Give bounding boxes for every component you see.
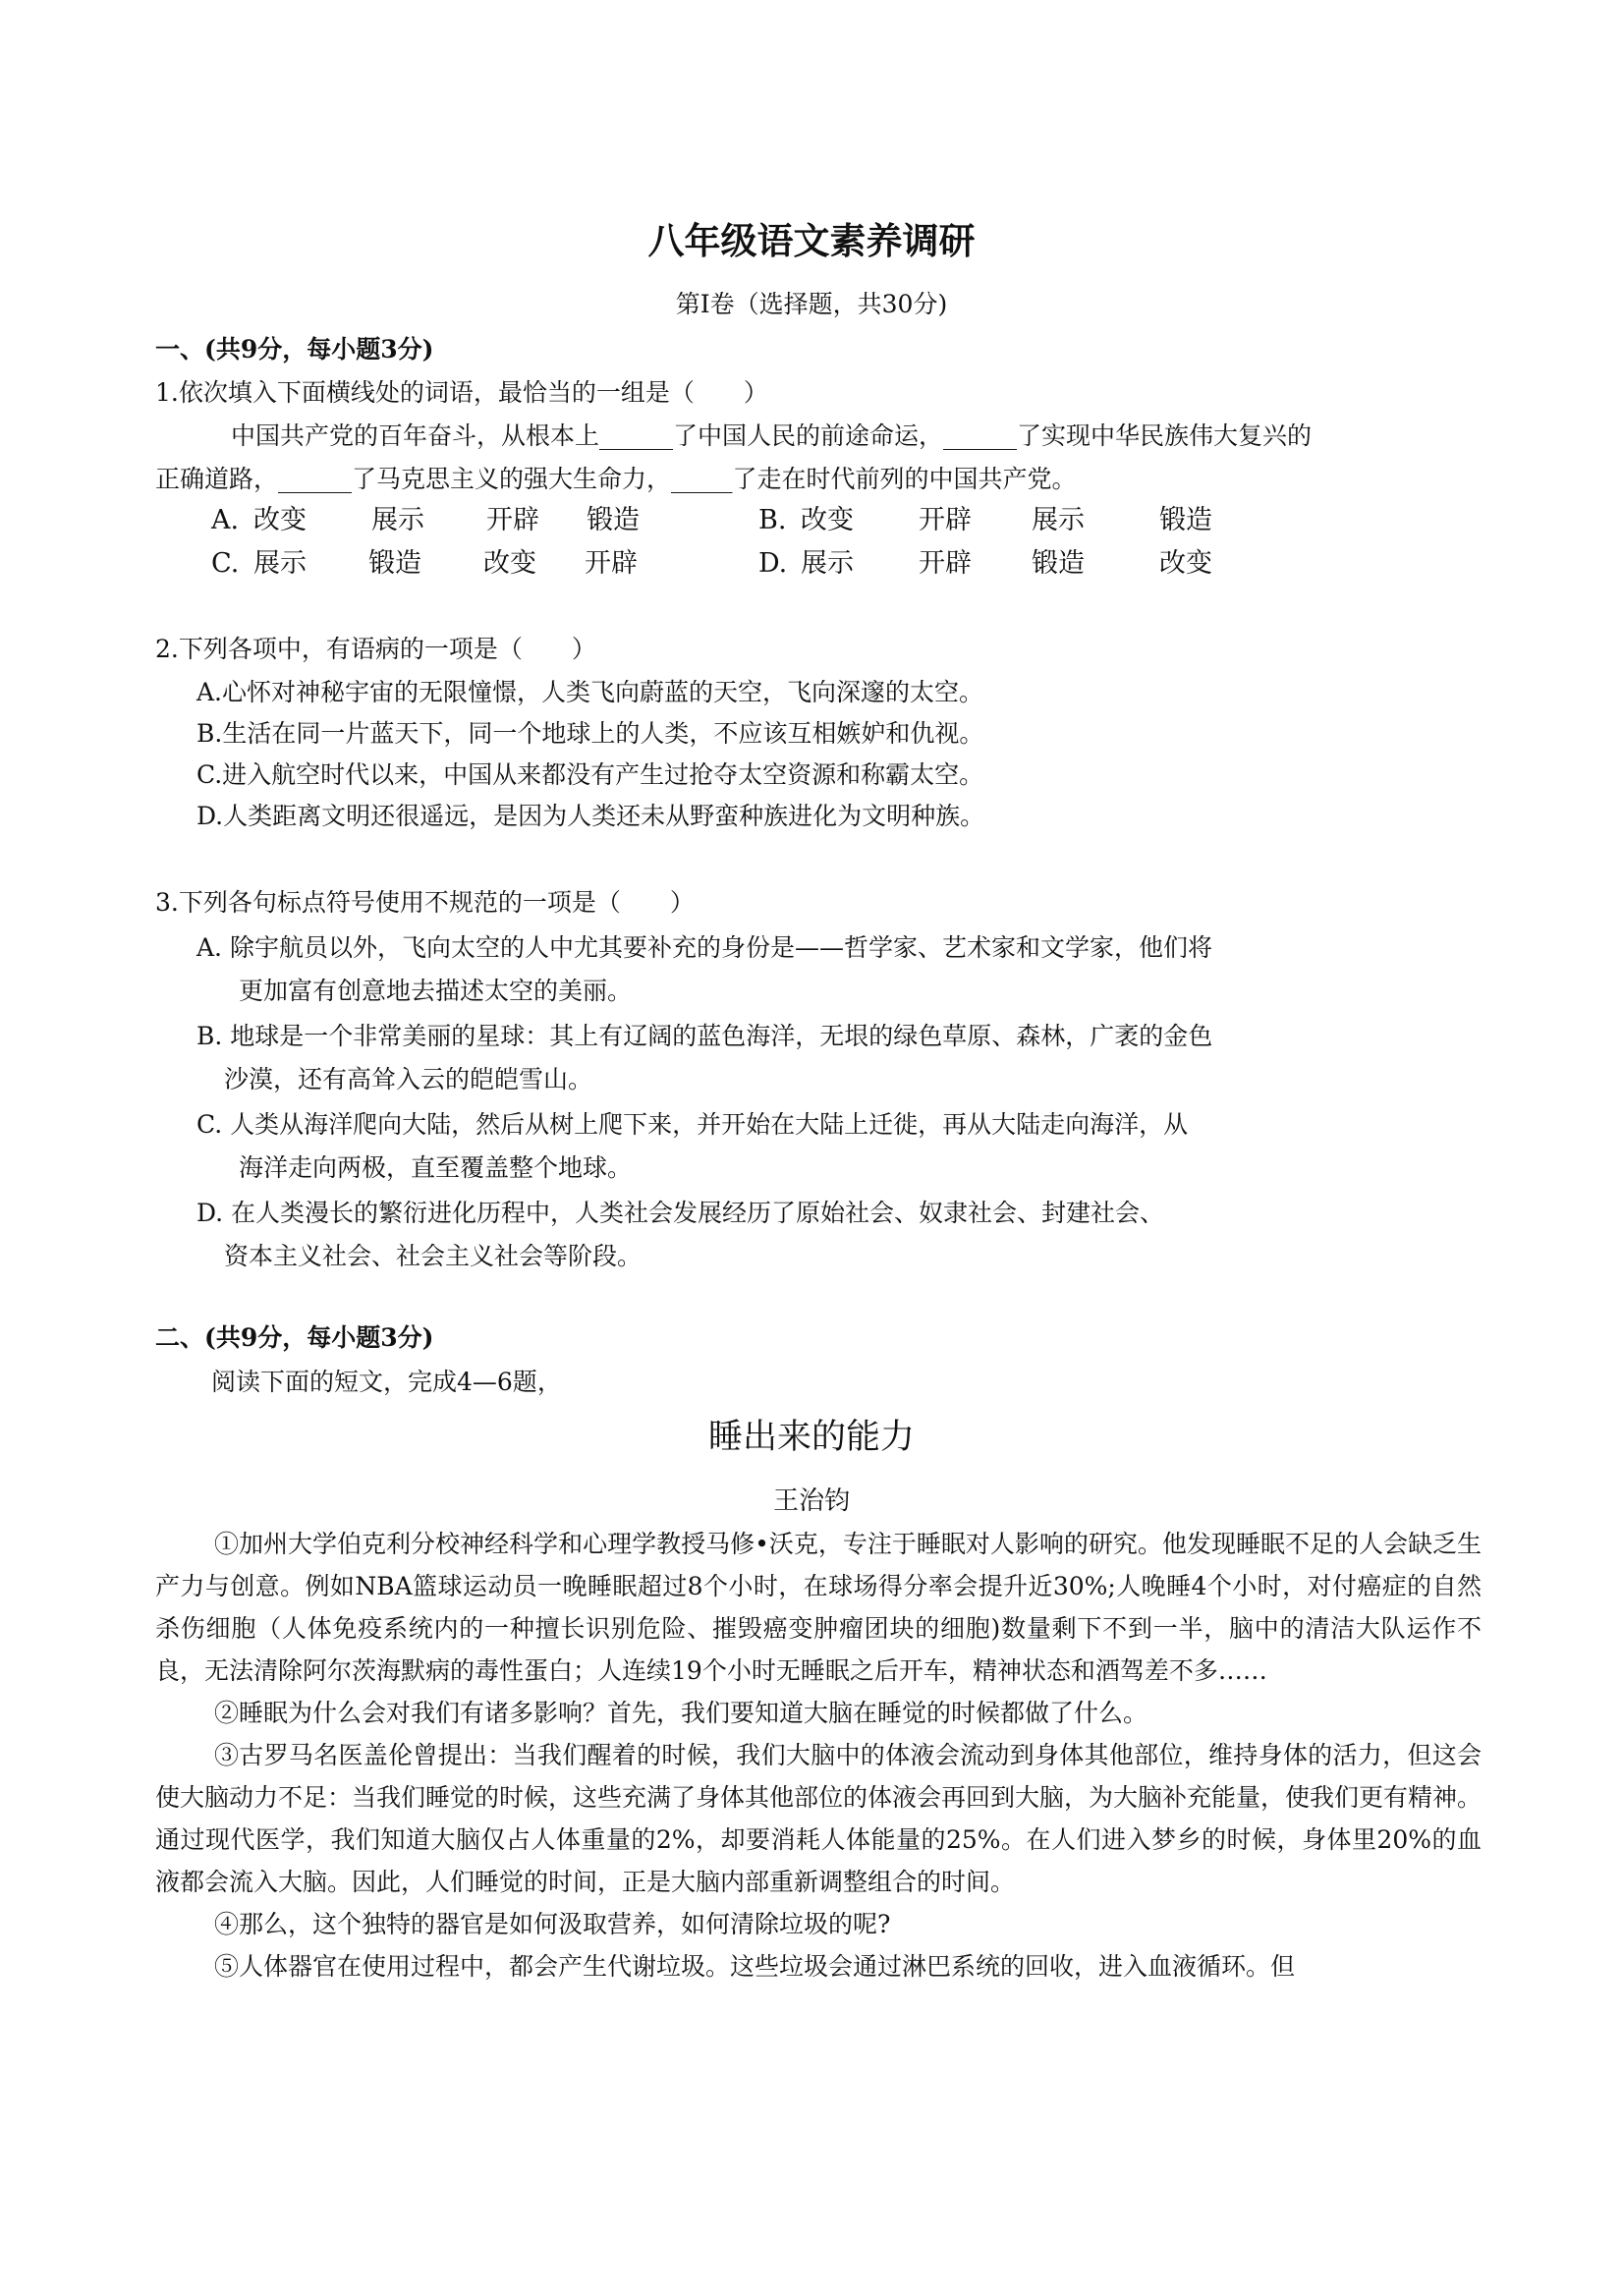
article-paragraph-4: ④那么，这个独特的器官是如何汲取营养，如何清除垃圾的呢? [214,1910,891,1938]
q2-option-a[interactable]: A.心怀对神秘宇宙的无限憧憬，人类飞向蔚蓝的天空，飞向深邃的太空。 [196,678,984,706]
q3-option-b-line2: 沙漠，还有高耸入云的皑皑雪山。 [224,1065,593,1093]
section2-heading: 二、(共9分，每小题3分) [155,1323,434,1352]
q1-option-d-word2: 开辟 [919,548,972,579]
q3-stem: 3.下列各句标点符号使用不规范的一项是（ ） [155,888,695,917]
q3-option-d-line1: D. 在人类漫长的繁衍进化历程中，人类社会发展经历了原始社会、奴隶社会、封建社会、 [196,1199,1165,1227]
q2-stem: 2.下列各项中，有语病的一项是（ ） [155,635,596,663]
q1-passage-line2: 正确道路，______了马克思主义的强大生命力，_____了走在时代前列的中国共产党。 [155,465,1077,493]
page-subtitle: 第I卷（选择题，共30分) [675,290,948,318]
q1-option-c-word2: 锻造 [368,548,421,579]
article-paragraph-2: ②睡眠为什么会对我们有诸多影响？首先，我们要知道大脑在睡觉的时候都做了什么。 [214,1699,1148,1727]
q1-option-d-word1: 展示 [801,548,854,579]
q3-option-a-line1: A. 除宇航员以外，飞向太空的人中尤其要补充的身份是——哲学家、艺术家和文学家，他们将 [196,933,1212,962]
q1-option-d-word4: 改变 [1159,548,1212,579]
q1-option-a-word3: 开辟 [486,505,539,535]
q1-stem: 1.依次填入下面横线处的词语，最恰当的一组是（ ） [155,378,768,407]
article-paragraph-3: ③古罗马名医盖伦曾提出：当我们醒着的时候，我们大脑中的体液会流动到身体其他部位，维持身体的活力，但这会使大脑动力不足：当我们睡觉的时候，这些充满了身体其他部位的体液会再回到大脑，为大脑补充能量，使我们更有精神。通过现代医学，我们知道大脑仅占人体重量的2%，却要消耗人体能量的25%。在人们进入梦乡的时候，身体里20%的血液都会流入大脑。因此，人们睡觉的时间，正是大脑内部重新调整组合的时间。 [155,1741,1483,1896]
q3-option-c-line2: 海洋走向两极，直至覆盖整个地球。 [239,1153,633,1182]
article-title: 睡出来的能力 [707,1418,915,1457]
q1-option-b-word2: 开辟 [919,505,972,535]
page-title: 八年级语文素养调研 [647,219,976,262]
q1-option-b-label: B. [758,505,787,535]
q1-option-a-label: A. [211,505,240,535]
article-paragraph-1: ①加州大学伯克利分校神经科学和心理学教授马修•沃克，专注于睡眠对人影响的研究。他发现睡眠不足的人会缺乏生产力与创意。例如NBA篮球运动员一晚睡眠超过8个小时，在球场得分率会提升近30%;人晚睡4个小时，对付癌症的自然杀伤细胞（人体免疫系统内的一种擅长识别危险、摧毁癌变肿瘤团块的细胞)数量剩下不到一半，脑中的清洁大队运作不良，无法清除阿尔茨海默病的毒性蛋白；人连续19个小时无睡眠之后开车，精神状态和酒驾差不多…… [155,1530,1482,1685]
q1-option-c-label: C. [211,548,240,579]
q1-option-b-word4: 锻造 [1159,505,1212,535]
article-paragraph-5: ⑤人体器官在使用过程中，都会产生代谢垃圾。这些垃圾会通过淋巴系统的回收，进入血液循环。但 [214,1952,1296,1981]
article-body [155,1523,1482,1988]
q1-option-b-word1: 改变 [801,505,854,535]
q1-passage-line1: 中国共产党的百年奋斗，从根本上______了中国人民的前途命运，______了实现中华民族伟大复兴的 [231,421,1313,450]
q1-option-c-word4: 开辟 [585,548,638,579]
q2-option-b[interactable]: B.生活在同一片蓝天下，同一个地球上的人类，不应该互相嫉妒和仇视。 [196,719,984,748]
q2-option-c[interactable]: C.进入航空时代以来，中国从来都没有产生过抢夺太空资源和称霸太空。 [196,760,984,789]
section2-intro: 阅读下面的短文，完成4—6题， [211,1368,562,1396]
q2-option-d[interactable]: D.人类距离文明还很遥远，是因为人类还未从野蛮种族进化为文明种族。 [196,802,985,830]
q3-option-d-line2: 资本主义社会、社会主义社会等阶段。 [224,1242,643,1270]
q3-option-c-line1: C. 人类从海洋爬向大陆，然后从树上爬下来，并开始在大陆上迁徙，再从大陆走向海洋，从 [196,1110,1189,1139]
q1-option-a-word4: 锻造 [587,505,640,535]
article-author: 王治钧 [772,1486,850,1516]
q1-option-d-label: D. [758,548,788,579]
q1-option-a-word2: 展示 [371,505,424,535]
q1-option-b-word3: 展示 [1032,505,1085,535]
q3-option-b-line1: B. 地球是一个非常美丽的星球：其上有辽阔的蓝色海洋，无垠的绿色草原、森林，广袤的金色 [196,1022,1213,1050]
q1-option-d-word3: 锻造 [1032,548,1085,579]
q1-option-a-word1: 改变 [253,505,307,535]
q1-option-c-word1: 展示 [253,548,307,579]
q1-option-c-word3: 改变 [483,548,536,579]
q3-option-a-line2: 更加富有创意地去描述太空的美丽。 [239,977,633,1005]
section1-heading: 一、(共9分，每小题3分) [155,335,434,364]
